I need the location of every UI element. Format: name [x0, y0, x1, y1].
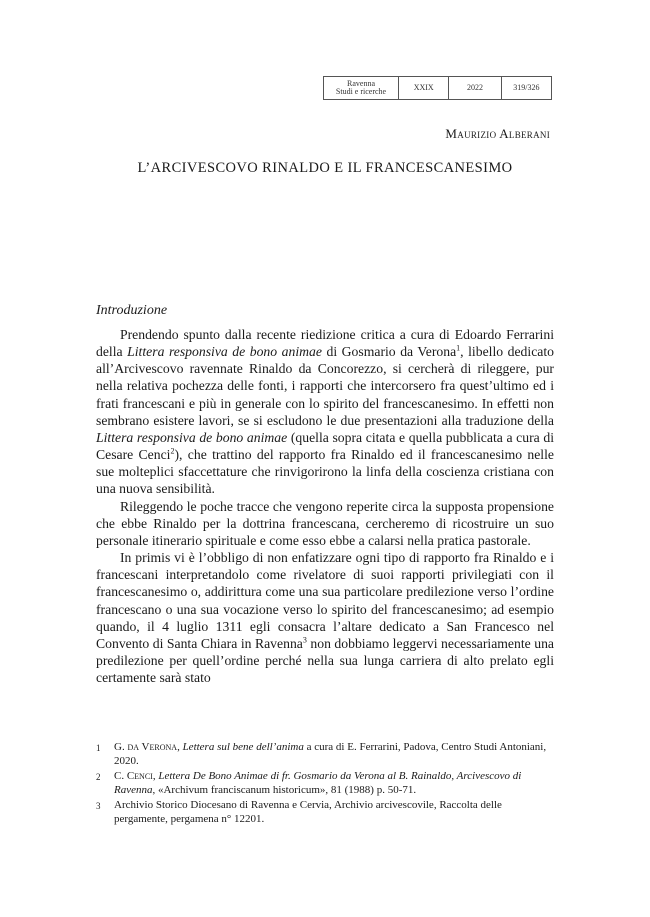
footnote-text: C. Cenci, Lettera De Bono Animae di fr. Gosmario da Verona al B. Rainaldo, Arcivescovo di Ravenna, «Archivum franciscanum historicum», 81 (1988) p. 50-71.: [114, 770, 522, 796]
footnote-work: Lettera De Bono Animae di fr. Gosmario da Verona al B. Rainaldo, Arcivescovo di Ravenna: [114, 770, 522, 796]
footnote-ref-1[interactable]: 1: [456, 343, 461, 353]
footnote-rest: , «Archivum franciscanum historicum», 81 (1988) p. 50-71.: [152, 784, 417, 796]
footnote-number: 3: [96, 801, 101, 811]
footnote-ref-2[interactable]: 2: [170, 446, 175, 456]
paragraph-3: [96, 549, 554, 686]
footnote-text: G. da Verona, Lettera sul bene dell’anima a cura di E. Ferrarini, Padova, Centro Studi Antoniani, 2020.: [114, 741, 547, 767]
journal-volume: XXIX: [399, 77, 449, 99]
footnote-work: Lettera sul bene dell’anima: [182, 741, 304, 753]
footnote-rest: a cura di E. Ferrarini, Padova, Centro Studi Antoniani, 2020.: [114, 741, 547, 767]
paragraph-1: [96, 326, 554, 498]
paragraph-1-text-g: ), che trattino del rapporto fra Rinaldo ed il francescanesimo nelle sue molteplici sfaccettature che rinvigorirono la linfa della coscienza cristiana con una nuova sensibilità.: [96, 447, 554, 497]
section-heading: Introduzione: [96, 303, 168, 318]
paragraph-1-text-f: (quella sopra citata e quella pubblicata a cura di Cesare Cenci: [96, 429, 554, 463]
footnote-author: C. Cenci: [114, 770, 153, 782]
paragraph-3-text-a: In primis vi è l’obbligo di non enfatizzare ogni tipo di rapporto fra Rinaldo e i francescani interpretandolo come rivelatore di suoi rapporti privilegiati con il francescanesimo o, addirittura come una sua particolare predilezione verso l’ordine francescano o una sua vocazione verso lo spirito del francescanesimo; ad esempio quando, il 4 luglio 1311 egli consacra l’altare dedicato a San Francesco nel Convento di Santa Chiara in Ravenna: [96, 550, 554, 651]
article-title: L’ARCIVESCOVO RINALDO E IL FRANCESCANESIMO: [137, 160, 513, 176]
paragraph-1-text-a: Prendendo spunto dalla recente riedizione critica a cura di Edoardo Ferrarini della: [96, 327, 554, 360]
footnote-author: G. da Verona: [114, 741, 178, 753]
article-author: Maurizio Alberani: [445, 126, 550, 141]
footnote-text: Archivio Storico Diocesano di Ravenna e Cervia, Archivio arcivescovile, Raccolta delle pergamente, pergamena n° 12201.: [114, 799, 502, 825]
work-title-italic: Littera responsiva de bono animae: [96, 429, 288, 445]
paragraph-3-text-b: non dobbiamo leggervi necessariamente una predilezione per quell’ordine perché nella sua lunga carriera di alto prelato egli certamente sarà stato: [96, 635, 554, 686]
journal-name-cell: [324, 77, 399, 99]
footnote-2: [96, 769, 554, 797]
paragraph-2: Rileggendo le poche tracce che vengono reperite circa la supposta propensione che ebbe Rinaldo per la dottrina francescana, cercheremo di ricostruire un suo personale itinerario spirituale e come esso ebbe a calarsi nella pratica pastorale.: [96, 498, 554, 548]
journal-pages: 319/326: [513, 83, 540, 92]
article-body: [96, 326, 554, 686]
footnotes: [96, 740, 554, 827]
footnote-ref-3[interactable]: 3: [302, 635, 307, 645]
journal-name-line2: Studi e ricerche: [335, 87, 387, 96]
paragraph-1-text-c: di Gosmario da Verona: [321, 344, 457, 360]
paragraph-1-text-d: , libello dedicato all’Arcivescovo ravennate Rinaldo da Concorezzo, si cercherà di rileggere, pur nella relativa pochezza delle fonti, i rapporti che intercorsero fra quest’ultimo ed i frati francescani e più in generale con lo spirito del francescanesimo. In effetti non sembrano esistere lavori, se si escludono le due presentazioni alla traduzione della: [96, 344, 555, 428]
footnote-number: 1: [96, 743, 101, 753]
work-title-italic: Littera responsiva de bono animae: [127, 344, 322, 360]
footnote-3: [96, 798, 554, 826]
footnote-1: [96, 740, 554, 768]
journal-year: 2022: [449, 77, 501, 99]
footnote-number: 2: [96, 772, 101, 782]
journal-name-line1: Ravenna: [347, 79, 375, 88]
journal-info-box: [323, 76, 552, 100]
